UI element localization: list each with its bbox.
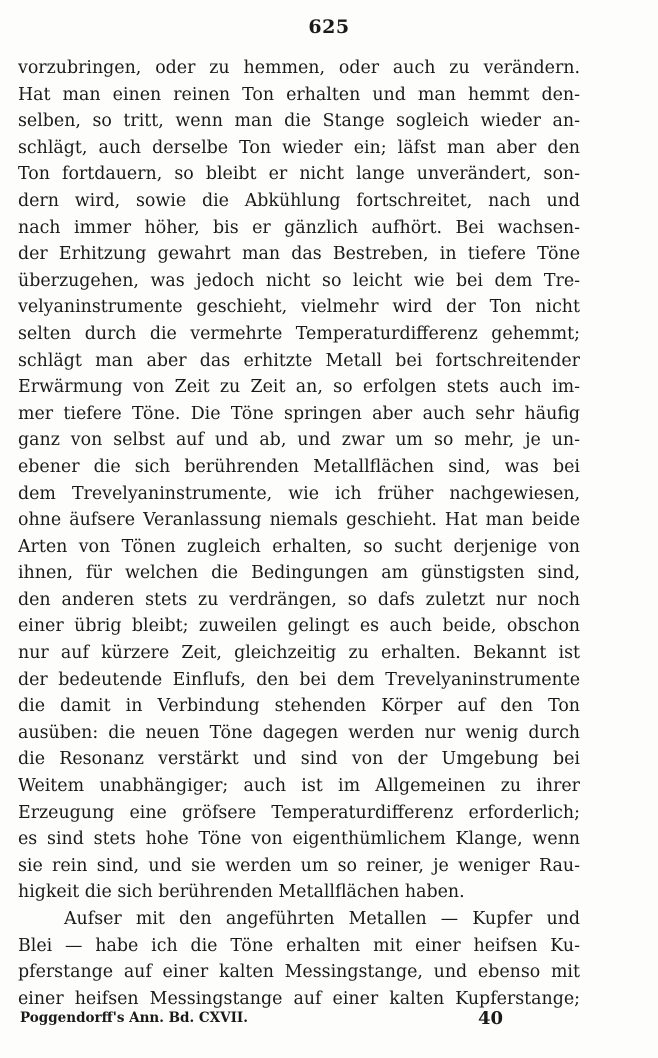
page-footer xyxy=(18,1010,580,1036)
text-line: ganz von selbst auf und ab, und zwar um so mehr, je un- xyxy=(18,430,580,451)
body-text xyxy=(18,55,580,1012)
text-line: einer heifsen Messingstange auf einer kalten Kupferstange; xyxy=(18,988,580,1009)
text-line: überzugehen, was jedoch nicht so leicht wie bei dem Tre- xyxy=(18,270,580,291)
text-line: nach immer höher, bis er gänzlich aufhört. Bei wachsen- xyxy=(18,217,580,238)
signature-mark: 40 xyxy=(478,1008,504,1029)
text-line: die damit in Verbindung stehenden Körper auf den Ton xyxy=(18,696,580,717)
text-line: Blei — habe ich die Töne erhalten mit einer heifsen Ku- xyxy=(18,935,580,956)
text-line: sie rein sind, und sie werden um so reiner, je weniger Rau- xyxy=(18,855,580,876)
text-line: ihnen, für welchen die Bedingungen am günstigsten sind, xyxy=(18,563,580,584)
journal-reference: Poggendorff's Ann. Bd. CXVII. xyxy=(20,1010,248,1026)
text-line: der bedeutende Einflufs, den bei dem Trevelyaninstrumente xyxy=(18,669,580,690)
text-line: Arten von Tönen zugleich erhalten, so sucht derjenige von xyxy=(18,536,580,557)
page-number: 625 xyxy=(308,16,350,38)
text-line: einer übrig bleibt; zuweilen gelingt es auch beide, obschon xyxy=(18,616,580,637)
text-line: vorzubringen, oder zu hemmen, oder auch zu verändern. xyxy=(18,58,580,78)
text-line: pferstange auf einer kalten Messingstange, und ebenso mit xyxy=(18,962,580,983)
text-line: dem Trevelyaninstrumente, wie ich früher nachgewiesen, xyxy=(18,483,580,504)
text-line: Weitem unabhängiger; auch ist im Allgemeinen zu ihrer xyxy=(18,776,580,797)
text-line: schlägt, auch derselbe Ton wieder ein; läfst man aber den xyxy=(18,137,580,158)
text-line: die Resonanz verstärkt und sind von der Umgebung bei xyxy=(18,749,580,770)
text-line: ausüben: die neuen Töne dagegen werden nur wenig durch xyxy=(18,722,580,743)
text-line: Erzeugung eine gröfsere Temperaturdifferenz erforderlich; xyxy=(18,802,580,823)
text-line: Erwärmung von Zeit zu Zeit an, so erfolgen stets auch im- xyxy=(18,377,580,398)
text-line: nur auf kürzere Zeit, gleichzeitig zu erhalten. Bekannt ist xyxy=(18,643,580,664)
text-line: dern wird, sowie die Abkühlung fortschreitet, nach und xyxy=(18,190,580,211)
paragraph-start-line: Aufser mit den angeführten Metallen — Kupfer und xyxy=(64,909,580,929)
text-line: selten durch die vermehrte Temperaturdifferenz gehemmt; xyxy=(18,323,580,344)
text-line: ohne äufsere Veranlassung niemals geschieht. Hat man beide xyxy=(18,510,580,531)
text-line: ebener die sich berührenden Metallflächen sind, was bei xyxy=(18,456,580,477)
text-line: higkeit die sich berührenden Metallflächen haben. xyxy=(18,882,465,903)
text-line: der Erhitzung gewahrt man das Bestreben, in tiefere Töne xyxy=(18,244,580,265)
text-line: velyaninstrumente geschieht, vielmehr wird der Ton nicht xyxy=(18,297,580,318)
text-line: es sind stets hohe Töne von eigenthümlichem Klange, wenn xyxy=(18,829,580,850)
text-line: Ton fortdauern, so bleibt er nicht lange unverändert, son- xyxy=(18,164,580,185)
text-line: schlägt man aber das erhitzte Metall bei fortschreitender xyxy=(18,350,580,371)
text-line: selben, so tritt, wenn man die Stange sogleich wieder an- xyxy=(18,111,580,132)
text-line: mer tiefere Töne. Die Töne springen aber auch sehr häufig xyxy=(18,403,580,424)
text-line: den anderen stets zu verdrängen, so dafs zuletzt nur noch xyxy=(18,589,580,610)
text-line: Hat man einen reinen Ton erhalten und man hemmt den- xyxy=(18,84,580,105)
